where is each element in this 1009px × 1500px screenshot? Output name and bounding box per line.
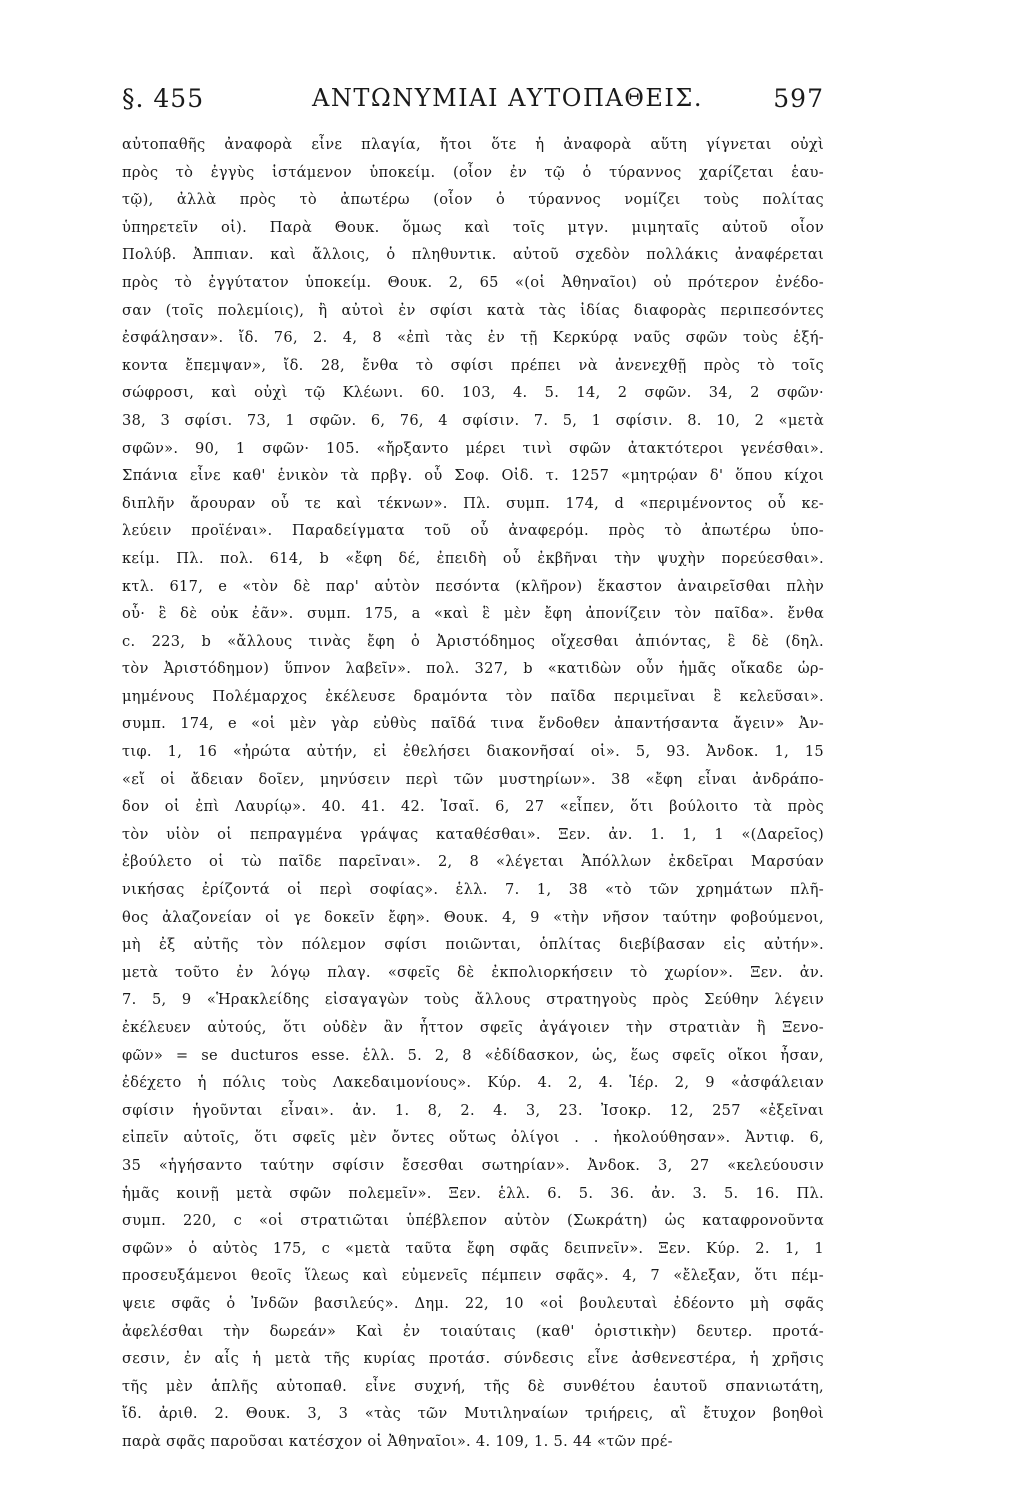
text-line: σφῶν». 90, 1 σφῶν· 105. «ἤρξαντο μέρει τινὶ σφῶν ἀτακτότεροι γενέσθαι».	[122, 439, 824, 457]
text-line: δον οἱ ἐπὶ Λαυρίῳ». 40. 41. 42. Ἰσαῖ. 6, 27 «εἶπεν, ὅτι βούλοιτο τὰ πρὸς	[122, 798, 824, 816]
text-line: πρὸς τὸ ἐγγύτατον ὑποκείμ. Θουκ. 2, 65 «(οἱ Ἀθηναῖοι) οὐ πρότερον ἐνέδο-	[122, 273, 824, 291]
text-line: Πολύβ. Ἀππιαν. καὶ ἄλλοις, ὁ πληθυντικ. αὐτοῦ σχεδὸν πολλάκις ἀναφέρεται	[122, 246, 824, 264]
text-line: νικήσας ἐρίζοντά οἱ περὶ σοφίας». ἑλλ. 7. 1, 38 «τὸ τῶν χρημάτων πλῆ-	[122, 881, 824, 899]
text-line: συμπ. 220, c «οἱ στρατιῶται ὑπέβλεπον αὐτὸν (Σωκράτη) ὡς καταφρονοῦντα	[122, 1212, 824, 1230]
text-line: μημένους Πολέμαρχος ἐκέλευσε δραμόντα τὸν παῖδα περιμεῖναι ἓ κελεῦσαι».	[122, 687, 824, 705]
text-line: κοντα ἔπεμψαν», ἴδ. 28, ἔνθα τὸ σφίσι πρέπει νὰ ἀνενεχθῇ πρὸς τὸ τοῖς	[122, 356, 824, 374]
text-line: ἀφελέσθαι τὴν δωρεάν» Καὶ ἐν τοιαύταις (καθ' ὁριστικὴν) δευτερ. προτά-	[122, 1322, 824, 1340]
text-line: πρὸς τὸ ἐγγὺς ἱστάμενον ὑποκείμ. (οἷον ἐν τῷ ὁ τύραννος χαρίζεται ἑαυ-	[122, 163, 824, 181]
running-header	[122, 84, 824, 124]
text-line: ἐσφάλησαν». ἴδ. 76, 2. 4, 8 «ἐπὶ τὰς ἐν τῇ Κερκύρᾳ ναῦς σφῶν τοὺς ἑξή-	[122, 329, 824, 347]
text-line: τιφ. 1, 16 «ἠρώτα αὐτήν, εἰ ἐθελήσει διακονῆσαί οἱ». 5, 93. Ἀνδοκ. 1, 15	[122, 743, 824, 761]
text-line: αὐτοπαθῆς ἀναφορὰ εἶνε πλαγία, ἤτοι ὅτε ἡ ἀναφορὰ αὕτη γίγνεται οὐχὶ	[122, 136, 824, 153]
text-line: 7. 5, 9 «Ἡρακλείδης εἰσαγαγὼν τοὺς ἄλλους στρατηγοὺς πρὸς Σεύθην λέγειν	[122, 991, 824, 1009]
text-line: φῶν» = se ducturos esse. ἑλλ. 5. 2, 8 «ἐδίδασκον, ὡς, ἕως σφεῖς οἴκοι ἦσαν,	[122, 1046, 824, 1064]
text-line: σφίσιν ἡγοῦνται εἶναι». ἀν. 1. 8, 2. 4. 3, 23. Ἰσοκρ. 12, 257 «ἐξεῖναι	[122, 1101, 824, 1119]
text-line: προσευξάμενοι θεοῖς ἵλεως καὶ εὐμενεῖς πέμπειν σφᾶς». 4, 7 «ἔλεξαν, ὅτι πέμ-	[122, 1267, 824, 1285]
body-text	[122, 131, 824, 1456]
text-line: ψειε σφᾶς ὁ Ἰνδῶν βασιλεύς». Δημ. 22, 10 «οἱ βουλευταὶ ἐδέοντο μὴ σφᾶς	[122, 1294, 824, 1312]
section-number: §. 455	[122, 84, 205, 113]
text-line: τῆς μὲν ἁπλῆς αὐτοπαθ. εἶνε συχνή, τῆς δὲ συνθέτου ἑαυτοῦ σπανιωτάτη,	[122, 1377, 824, 1395]
text-line: ἴδ. ἀριθ. 2. Θουκ. 3, 3 «τὰς τῶν Μυτιληναίων τριήρεις, αἳ ἔτυχον βοηθοὶ	[122, 1405, 824, 1423]
page-number: 597	[773, 84, 824, 113]
text-line: οὗ· ἓ δὲ οὐκ ἐᾶν». συμπ. 175, a «καὶ ἓ μὲν ἔφη ἀπονίζειν τὸν παῖδα». ἔνθα	[122, 605, 824, 623]
text-line: 38, 3 σφίσι. 73, 1 σφῶν. 6, 76, 4 σφίσιν. 7. 5, 1 σφίσιν. 8. 10, 2 «μετὰ	[122, 411, 824, 429]
text-line: σαν (τοῖς πολεμίοις), ἢ αὐτοὶ ἐν σφίσι κατὰ τὰς ἰδίας διαφορὰς περιπεσόντες	[122, 301, 824, 319]
text-line: σεσιν, ἐν αἷς ἡ μετὰ τῆς κυρίας προτάσ. σύνδεσις εἶνε ἀσθενεστέρα, ἡ χρῆσις	[122, 1350, 824, 1368]
text-line: c. 223, b «ἄλλους τινὰς ἔφη ὁ Ἀριστόδημος οἴχεσθαι ἀπιόντας, ἓ δὲ (δηλ.	[122, 632, 824, 650]
text-line: «εἴ οἱ ἄδειαν δοῖεν, μηνύσειν περὶ τῶν μυστηρίων». 38 «ἔφη εἶναι ἀνδράπο-	[122, 770, 824, 788]
text-line: διπλῆν ἄρουραν οὗ τε καὶ τέκνων». Πλ. συμπ. 174, d «περιμένοντος οὗ κε-	[122, 494, 824, 512]
text-line: συμπ. 174, e «οἱ μὲν γὰρ εὐθὺς παῖδά τινα ἔνδοθεν ἀπαντήσαντα ἄγειν» Ἀν-	[122, 715, 824, 733]
text-line: θος ἀλαζονείαν οἱ γε δοκεῖν ἔφη». Θουκ. 4, 9 «τὴν νῆσον ταύτην φοβούμενοι,	[122, 908, 824, 926]
text-line: ὑπηρετεῖν οἱ). Παρὰ Θουκ. ὅμως καὶ τοῖς μτγν. μιμηταῖς αὐτοῦ οἷον	[122, 218, 824, 236]
text-line: σφῶν» ὁ αὐτὸς 175, c «μετὰ ταῦτα ἔφη σφᾶς δειπνεῖν». Ξεν. Κύρ. 2. 1, 1	[122, 1239, 824, 1257]
text-line: τῷ), ἀλλὰ πρὸς τὸ ἀπωτέρω (οἷον ὁ τύραννος νομίζει τοὺς πολίτας	[122, 191, 824, 209]
text-line: ἐβούλετο οἱ τὼ παῖδε παρεῖναι». 2, 8 «λέγεται Ἀπόλλων ἐκδεῖραι Μαρσύαν	[122, 853, 824, 871]
text-line: λεύειν προϊέναι». Παραδείγματα τοῦ οὗ ἀναφερόμ. πρὸς τὸ ἀπωτέρω ὑπο-	[122, 522, 824, 540]
text-line: μετὰ τοῦτο ἐν λόγῳ πλαγ. «σφεῖς δὲ ἐκπολιορκήσειν τὸ χωρίον». Ξεν. ἀν.	[122, 963, 824, 981]
text-line: ἐδέχετο ἡ πόλις τοὺς Λακεδαιμονίους». Κύρ. 4. 2, 4. Ἱέρ. 2, 9 «ἀσφάλειαν	[122, 1074, 824, 1092]
text-line: κτλ. 617, e «τὸν δὲ παρ' αὑτὸν πεσόντα (κλῆρον) ἕκαστον ἀναιρεῖσθαι πλὴν	[122, 577, 824, 595]
text-line: ἡμᾶς κοινῇ μετὰ σφῶν πολεμεῖν». Ξεν. ἑλλ. 6. 5. 36. ἀν. 3. 5. 16. Πλ.	[122, 1184, 824, 1202]
text-line: 35 «ἡγήσαντο ταύτην σφίσιν ἔσεσθαι σωτηρίαν». Ἀνδοκ. 3, 27 «κελεύουσιν	[122, 1156, 824, 1174]
text-line: σώφροσι, καὶ οὐχὶ τῷ Κλέωνι. 60. 103, 4. 5. 14, 2 σφῶν. 34, 2 σφῶν·	[122, 384, 824, 402]
text-line: παρὰ σφᾶς παροῦσαι κατέσχον οἱ Ἀθηναῖοι». 4. 109, 1. 5. 44 «τῶν πρέ-	[122, 1432, 673, 1450]
text-line: Σπάνια εἶνε καθ' ἑνικὸν τὰ πρβγ. οὗ Σοφ. Οἰδ. τ. 1257 «μητρῴαν δ' ὅπου κίχοι	[122, 467, 824, 485]
text-line: τὸν Ἀριστόδημον) ὕπνον λαβεῖν». πολ. 327, b «κατιδὼν οὖν ἡμᾶς οἴκαδε ὡρ-	[122, 660, 824, 678]
text-line: εἰπεῖν αὐτοῖς, ὅτι σφεῖς μὲν ὄντες οὕτως ὀλίγοι . . ἠκολούθησαν». Ἀντιφ. 6,	[122, 1129, 824, 1147]
text-line: τὸν υἱὸν οἱ πεπραγμένα γράψας καταθέσθαι». Ξεν. ἀν. 1. 1, 1 «(Δαρεῖος)	[122, 825, 824, 843]
text-line: κείμ. Πλ. πολ. 614, b «ἔφη δέ, ἐπειδὴ οὗ ἐκβῆναι τὴν ψυχὴν πορεύεσθαι».	[122, 549, 824, 567]
text-line: ἐκέλευεν αὐτούς, ὅτι οὐδὲν ἂν ἧττον σφεῖς ἀγάγοιεν τὴν στρατιὰν ἢ Ξενο-	[122, 1019, 824, 1036]
running-title: ΑΝΤΩΝΥΜΙΑΙ ΑΥΤΟΠΑΘΕΙΣ.	[312, 84, 703, 112]
text-line: μὴ ἐξ αὐτῆς τὸν πόλεμον σφίσι ποιῶνται, ὁπλίτας διεβίβασαν εἰς αὐτήν».	[122, 936, 824, 954]
